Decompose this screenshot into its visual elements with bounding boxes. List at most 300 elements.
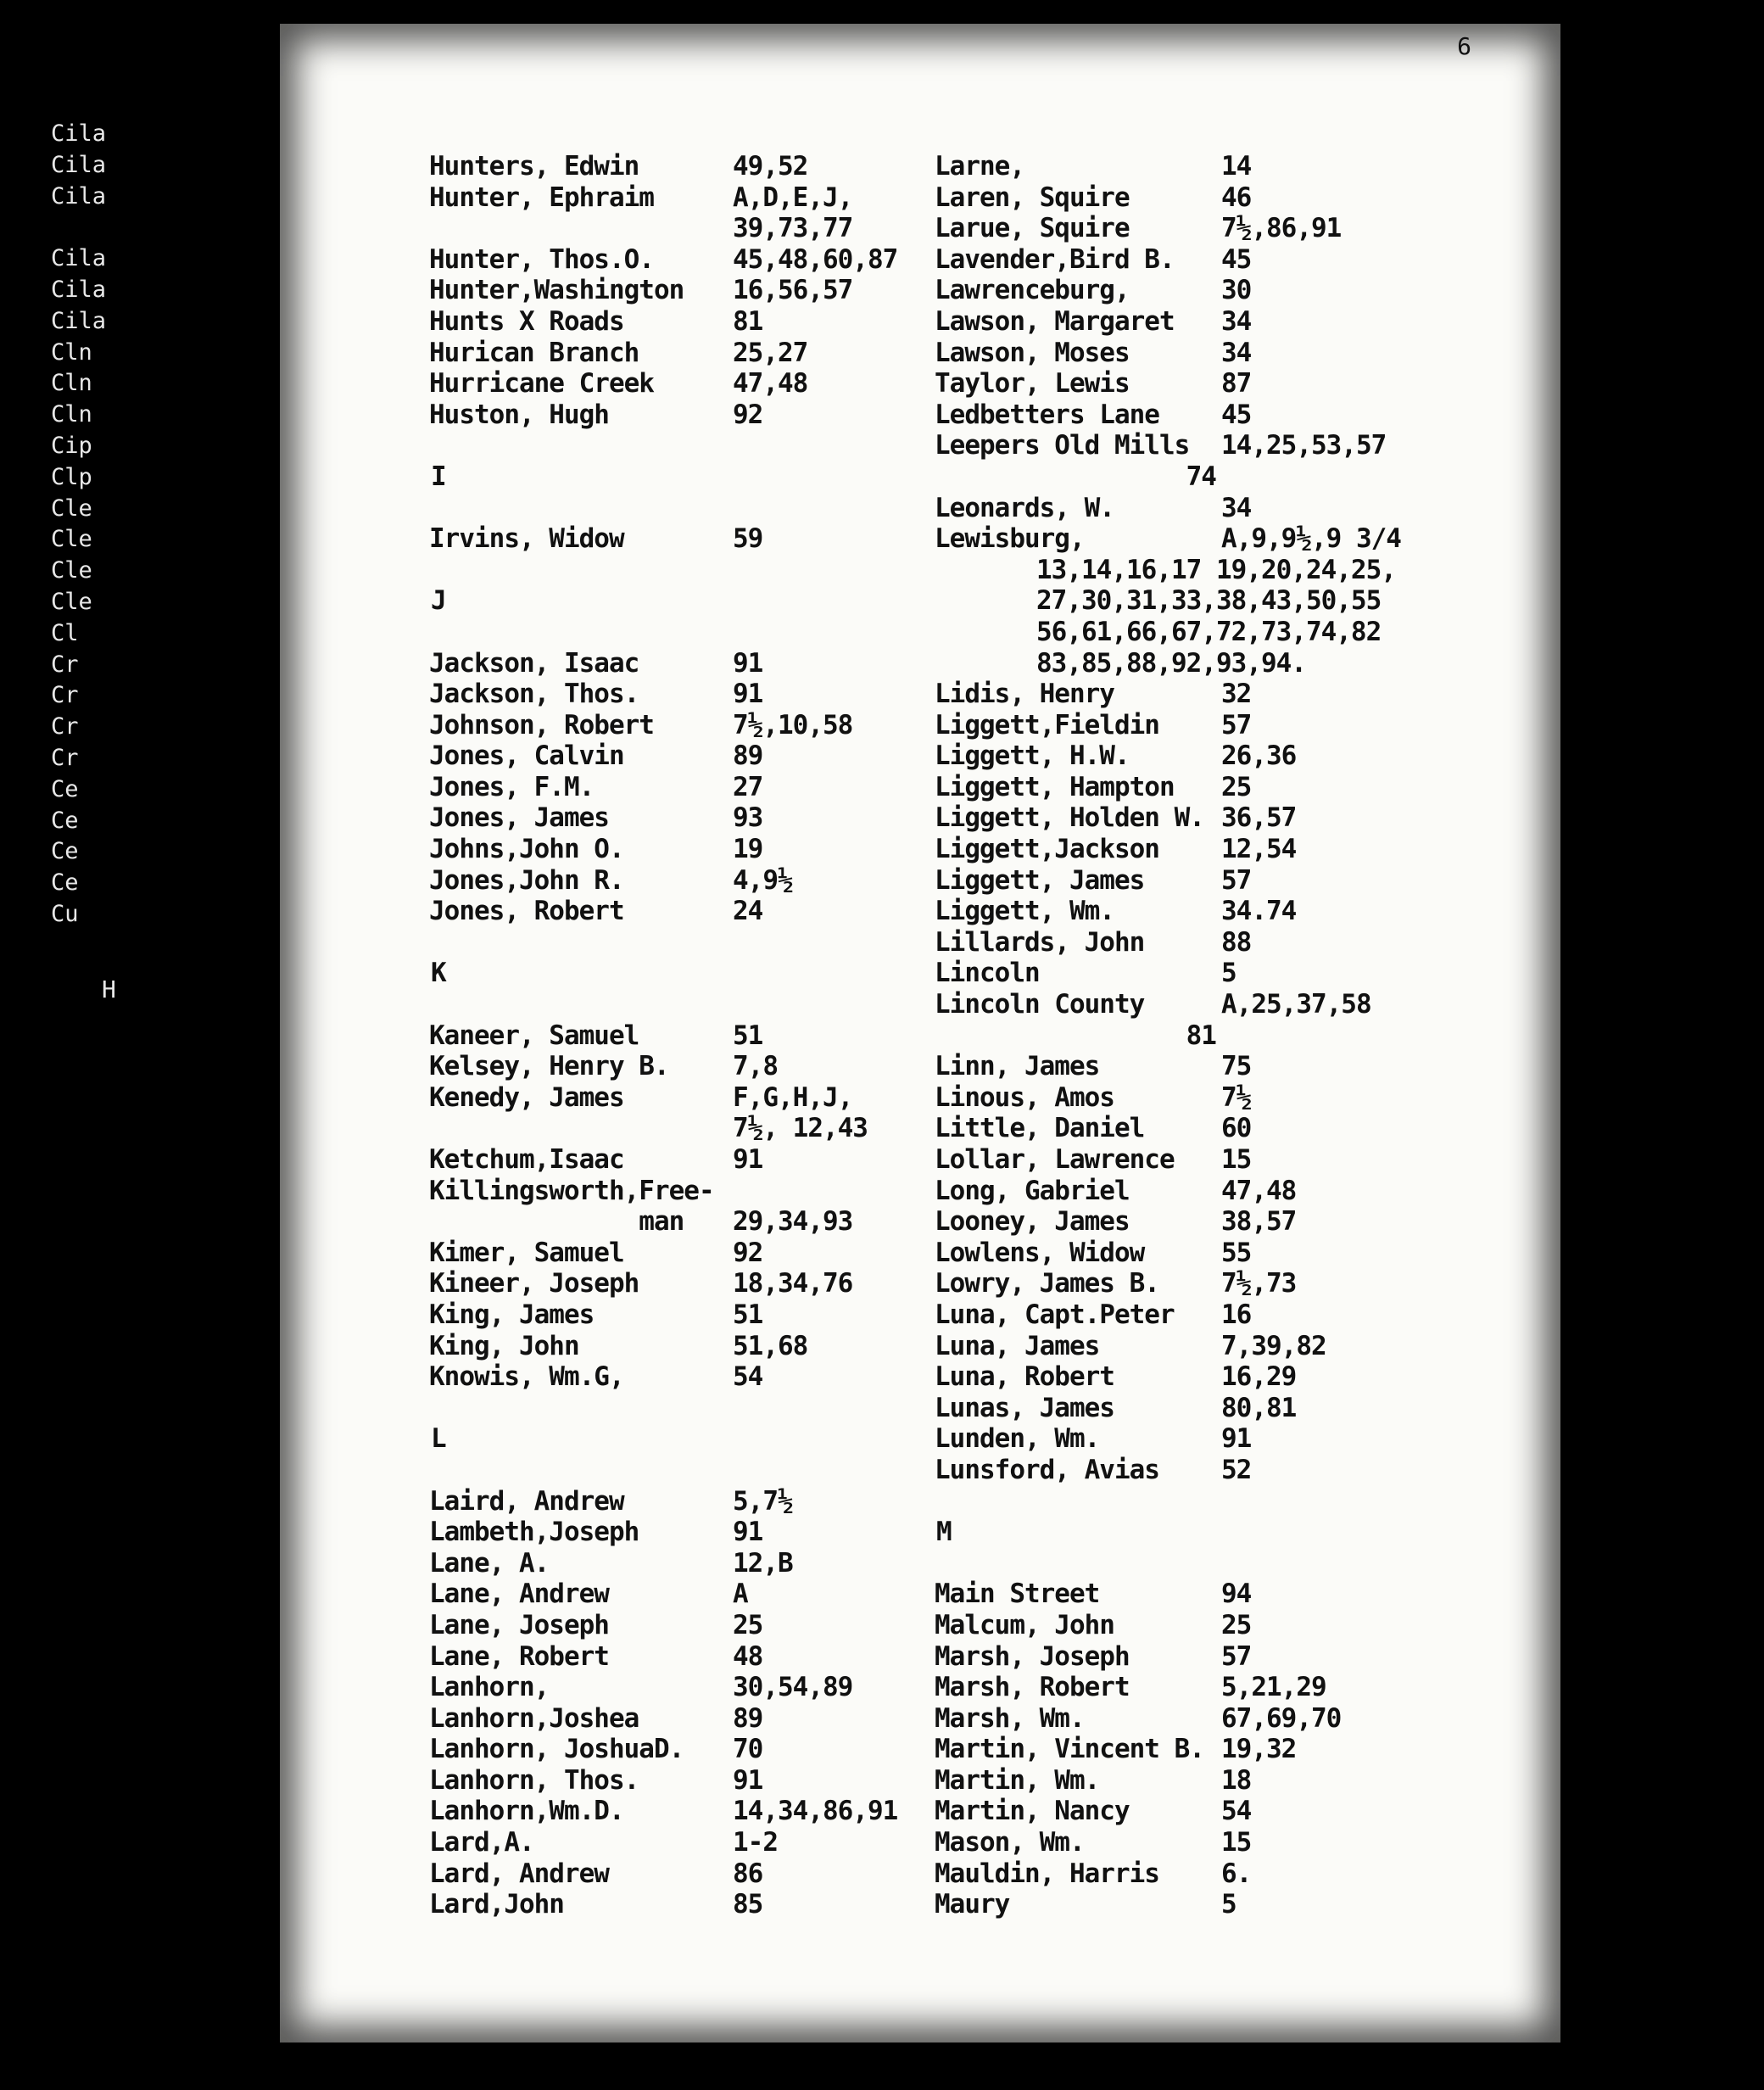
entry-name: Liggett, Holden W. (935, 802, 1204, 834)
entry-name: Lanhorn, Thos. (429, 1764, 639, 1796)
bleed-fragment: Cila (51, 120, 107, 147)
entry-name: Lunsford, Avias (935, 1454, 1159, 1485)
index-entry (429, 1082, 938, 1114)
bleed-fragment: Cln (51, 370, 92, 397)
entry-name: Marsh, Joseph (935, 1640, 1130, 1672)
entry-name: Lowlens, Widow (935, 1237, 1145, 1268)
index-entry (935, 1331, 1554, 1362)
page-references: 12,B (733, 1547, 793, 1579)
index-entry (935, 927, 1554, 958)
blank-line (429, 430, 938, 461)
index-entry (935, 430, 1554, 461)
page-references: 91 (1221, 1423, 1252, 1455)
index-entry (429, 1020, 938, 1052)
index-entry (429, 834, 938, 865)
entry-name: Lane, Robert (429, 1640, 609, 1672)
entry-name: Linn, James (935, 1051, 1100, 1082)
entry-name: Lidis, Henry (935, 679, 1114, 710)
section-letter (429, 1423, 938, 1455)
entry-name: Kimer, Samuel (429, 1237, 624, 1268)
page-references: 19,32 (1221, 1734, 1297, 1765)
page-references: 80,81 (1221, 1392, 1297, 1423)
bleed-fragment: Ce (51, 807, 79, 834)
page-references: 60 (1221, 1113, 1252, 1144)
page-references: 74 (1036, 461, 1216, 492)
index-continuation (429, 1113, 938, 1144)
index-entry (935, 1393, 1554, 1424)
entry-name: Marsh, Robert (935, 1672, 1130, 1703)
entry-name: Liggett,Fieldin (935, 709, 1159, 740)
page-references: 18,34,76 (733, 1268, 853, 1299)
bleed-fragment: Cr (51, 651, 79, 678)
page-references: 83,85,88,92,93,94. (1036, 647, 1306, 679)
page-references: 13,14,16,17 19,20,24,25, (1036, 554, 1396, 585)
entry-name: Marsh, Wm. (935, 1702, 1085, 1734)
page-references: 27 (733, 771, 763, 802)
page-references: 57 (1221, 864, 1252, 896)
bleed-fragment: Cr (51, 744, 79, 771)
index-entry (935, 1268, 1554, 1299)
entry-name: Huston, Hugh (429, 399, 609, 430)
index-entry (429, 1796, 938, 1827)
index-entry (935, 802, 1554, 834)
index-entry (429, 338, 938, 369)
entry-name: Lanhorn, JoshuaD. (429, 1734, 684, 1765)
index-entry (935, 1579, 1554, 1610)
entry-name: Leepers Old Mills (935, 430, 1190, 461)
page-references: 54 (733, 1361, 763, 1393)
index-entry (429, 1206, 938, 1238)
entry-name: Lollar, Lawrence (935, 1144, 1175, 1175)
index-entry (935, 368, 1554, 400)
entry-name: Lane, A. (429, 1547, 550, 1579)
entry-name: Jones,John R. (429, 864, 624, 896)
index-entry (935, 306, 1554, 338)
bleed-fragment: Cr (51, 682, 79, 709)
index-continuation (935, 617, 1554, 648)
index-continuation (429, 213, 938, 244)
index-entry (935, 896, 1554, 927)
entry-name: Jones, Calvin (429, 740, 624, 772)
entry-name: Hunter, Thos.O. (429, 243, 654, 275)
index-entry (429, 772, 938, 803)
page-references: 32 (1221, 679, 1252, 710)
index-entry (429, 523, 938, 555)
page-references: 25 (733, 1609, 763, 1640)
bleed-fragment: Cila (51, 182, 107, 210)
entry-name: Liggett, H.W. (935, 740, 1130, 772)
index-entry (429, 1765, 938, 1797)
page-references: 46 (1221, 182, 1252, 213)
bleed-fragment: Cila (51, 245, 107, 272)
blank-line (429, 617, 938, 648)
page-references: 16,56,57 (733, 275, 853, 306)
blank-line (429, 1393, 938, 1424)
page-references: 7,8 (733, 1051, 778, 1082)
page-references: 92 (733, 399, 763, 430)
page-references: F,G,H,J, (733, 1081, 853, 1113)
page-references: 14 (1221, 151, 1252, 182)
index-entry (429, 1641, 938, 1673)
index-entry (429, 400, 938, 431)
entry-name: Kaneer, Samuel (429, 1020, 639, 1051)
bleed-fragment: Cip (51, 432, 92, 459)
entry-name: King, James (429, 1299, 595, 1330)
bleed-fragment: Cle (51, 526, 92, 553)
page-references: 7½, 12,43 (733, 1113, 868, 1144)
entry-name: Knowis, Wm.G, (429, 1361, 624, 1393)
index-entry (935, 1641, 1554, 1673)
index-entry (935, 182, 1554, 214)
page-references: 89 (733, 1702, 763, 1734)
index-continuation (935, 648, 1554, 679)
section-letter (935, 1517, 1554, 1548)
index-entry (429, 306, 938, 338)
page-references: 30 (1221, 275, 1252, 306)
index-entry (935, 1455, 1554, 1486)
page-references: 24 (733, 896, 763, 927)
page-references: 59 (733, 523, 763, 555)
bleed-fragment: Cle (51, 495, 92, 522)
page-references: 70 (733, 1734, 763, 1765)
index-entry (935, 493, 1554, 524)
index-entry (429, 710, 938, 741)
entry-name: Ketchum,Isaac (429, 1144, 624, 1175)
entry-name: Lunas, James (935, 1392, 1114, 1423)
page-references: 25 (1221, 1609, 1252, 1640)
page-references: 75 (1221, 1051, 1252, 1082)
bleed-fragment (51, 212, 136, 243)
entry-name: Lillards, John (935, 926, 1145, 958)
index-entry (429, 1703, 938, 1735)
entry-name: Johns,John O. (429, 834, 624, 865)
index-continuation (935, 461, 1554, 493)
index-entry (935, 740, 1554, 772)
entry-name: Lard, Andrew (429, 1858, 609, 1889)
page-references: 7½ (1221, 1081, 1252, 1113)
index-entry (935, 710, 1554, 741)
blank-line (429, 927, 938, 958)
entry-name: Killingsworth,Free- (429, 1175, 714, 1206)
index-entry (935, 1858, 1554, 1890)
entry-name: Lanhorn,Wm.D. (429, 1796, 624, 1827)
entry-name: Liggett, Hampton (935, 771, 1175, 802)
index-entry (429, 896, 938, 927)
index-entry (935, 400, 1554, 431)
page-references: 30,54,89 (733, 1672, 853, 1703)
page-references: 92 (733, 1237, 763, 1268)
page-references: 45,48,60,87 (733, 243, 898, 275)
entry-name: Jackson, Isaac (429, 647, 639, 679)
index-entry (935, 958, 1554, 989)
entry-name: Larue, Squire (935, 213, 1130, 244)
entry-name: Lard,John (429, 1889, 564, 1920)
page-references: 7½,10,58 (733, 709, 853, 740)
index-page (280, 24, 1560, 2042)
index-entry (429, 368, 938, 400)
bleed-fragment: Clp (51, 463, 92, 490)
index-entry (935, 1361, 1554, 1393)
entry-name: Lard,A. (429, 1827, 534, 1858)
index-entry (935, 1206, 1554, 1238)
index-entry (935, 1827, 1554, 1858)
index-entry (935, 213, 1554, 244)
page-references: 91 (733, 1764, 763, 1796)
entry-name: Lane, Andrew (429, 1579, 609, 1610)
page-references: 89 (733, 740, 763, 772)
bleed-fragment: Cr (51, 713, 79, 740)
index-entry (935, 1703, 1554, 1735)
entry-name: Lawson, Margaret (935, 305, 1175, 337)
entry-name: Laren, Squire (935, 182, 1130, 213)
index-entry (429, 1486, 938, 1517)
entry-name: Maury (935, 1889, 1010, 1920)
index-column-right (935, 151, 1554, 1920)
bleed-fragment: Cila (51, 151, 107, 178)
page-references: 87 (1221, 368, 1252, 400)
bleed-fragment: Cle (51, 588, 92, 615)
entry-name: Malcum, John (935, 1609, 1114, 1640)
entry-name: Lincoln County (935, 989, 1145, 1020)
section-letter (429, 585, 938, 617)
entry-name: Hunter,Washington (429, 275, 684, 306)
index-entry (429, 740, 938, 772)
section-letter (429, 461, 938, 493)
index-entry (429, 182, 938, 214)
entry-name: Lawson, Moses (935, 337, 1130, 368)
blank-line (935, 1548, 1554, 1579)
page-references: 25 (1221, 771, 1252, 802)
entry-name: Lambeth,Joseph (429, 1517, 639, 1548)
index-entry (429, 648, 938, 679)
entry-name: Looney, James (935, 1206, 1130, 1238)
entry-name: Lewisburg, (935, 523, 1085, 555)
entry-name: Main Street (935, 1579, 1100, 1610)
page-references: 91 (733, 647, 763, 679)
index-entry (429, 151, 938, 182)
index-column-left (429, 151, 938, 1920)
bleed-fragment: Cl (51, 619, 79, 646)
entry-name: Lane, Joseph (429, 1609, 609, 1640)
page-references: 16,29 (1221, 1361, 1297, 1393)
entry-name: Lunden, Wm. (935, 1423, 1100, 1455)
index-entry (429, 802, 938, 834)
entry-name: Lanhorn,Joshea (429, 1702, 639, 1734)
page-references: 7½,73 (1221, 1268, 1297, 1299)
entry-name: Hunts X Roads (429, 305, 624, 337)
index-entry (429, 1051, 938, 1082)
page-references: 51 (733, 1020, 763, 1051)
page-references: 29,34,93 (733, 1206, 853, 1238)
index-entry (935, 989, 1554, 1020)
index-continuation (935, 1020, 1554, 1052)
page-references: 12,54 (1221, 834, 1297, 865)
page-references: 86 (733, 1858, 763, 1889)
page-references: 94 (1221, 1579, 1252, 1610)
page-references: 26,36 (1221, 740, 1297, 772)
entry-name: Mauldin, Harris (935, 1858, 1159, 1889)
entry-name: Jones, James (429, 802, 609, 834)
index-entry (935, 772, 1554, 803)
page-references: 54 (1221, 1796, 1252, 1827)
index-entry (935, 1734, 1554, 1765)
entry-name: King, John (429, 1330, 579, 1361)
page-references: A,9,9½,9 3/4 (1221, 523, 1401, 555)
section-letter-label: K (431, 958, 446, 989)
page-references: 15 (1221, 1827, 1252, 1858)
page-references: 52 (1221, 1454, 1252, 1485)
index-entry (429, 1238, 938, 1269)
page-references: 1-2 (733, 1827, 778, 1858)
index-entry (935, 679, 1554, 710)
index-entry (935, 865, 1554, 897)
index-entry (935, 244, 1554, 276)
index-entry (935, 275, 1554, 306)
entry-name: Hurican Branch (429, 337, 639, 368)
index-entry (429, 1858, 938, 1890)
page-references: 7½,86,91 (1221, 213, 1342, 244)
entry-name: Long, Gabriel (935, 1175, 1130, 1206)
page-references: 57 (1221, 709, 1252, 740)
page-references: 91 (733, 1517, 763, 1548)
index-entry (429, 1517, 938, 1548)
page-references: 85 (733, 1889, 763, 1920)
page-references: 57 (1221, 1640, 1252, 1672)
page-number: 6 (1457, 32, 1471, 60)
page-references: 93 (733, 802, 763, 834)
page-references: 34.74 (1221, 896, 1297, 927)
index-entry (429, 1299, 938, 1331)
index-entry (935, 1796, 1554, 1827)
index-entry (429, 1361, 938, 1393)
bleed-fragment: Cln (51, 338, 92, 366)
index-entry (935, 1176, 1554, 1207)
page-references: 81 (1036, 1020, 1216, 1051)
index-entry (935, 1082, 1554, 1114)
index-entry (935, 834, 1554, 865)
entry-name: Lanhorn, (429, 1672, 550, 1703)
index-entry (935, 1889, 1554, 1920)
entry-name: Laird, Andrew (429, 1485, 624, 1517)
page-references: 45 (1221, 243, 1252, 275)
section-letter-label: J (431, 585, 446, 617)
index-entry (429, 1889, 938, 1920)
page-references: 14,25,53,57 (1221, 430, 1387, 461)
section-letter-label: M (936, 1517, 952, 1548)
blank-line (429, 1455, 938, 1486)
entry-name: Kelsey, Henry B. (429, 1051, 669, 1082)
page-references: 51,68 (733, 1330, 808, 1361)
index-entry (935, 1423, 1554, 1455)
index-entry (429, 1268, 938, 1299)
page-references: 45 (1221, 399, 1252, 430)
index-entry (935, 338, 1554, 369)
page-references: 14,34,86,91 (733, 1796, 898, 1827)
entry-name: Lawrenceburg, (935, 275, 1130, 306)
index-entry (429, 865, 938, 897)
entry-name: Jackson, Thos. (429, 679, 639, 710)
entry-name: Luna, James (935, 1330, 1100, 1361)
page-references: 34 (1221, 492, 1252, 523)
index-entry (429, 1176, 938, 1207)
adjacent-page-bleed (51, 119, 136, 1900)
entry-name: Little, Daniel (935, 1113, 1145, 1144)
index-entry (429, 1579, 938, 1610)
page-references: 88 (1221, 926, 1252, 958)
bleed-fragment: Cle (51, 557, 92, 584)
page-references: 39,73,77 (733, 213, 853, 244)
page-references: 4,9½ (733, 864, 793, 896)
entry-name: Kenedy, James (429, 1081, 624, 1113)
entry-name: Ledbetters Lane (935, 399, 1159, 430)
page-references: 81 (733, 305, 763, 337)
page-references: 5 (1221, 958, 1236, 989)
entry-name: Luna, Robert (935, 1361, 1114, 1393)
page-references: 51 (733, 1299, 763, 1330)
page-references: 15 (1221, 1144, 1252, 1175)
bleed-fragment: Cila (51, 276, 107, 303)
page-references: 34 (1221, 337, 1252, 368)
page-references: 67,69,70 (1221, 1702, 1342, 1734)
index-entry (429, 1734, 938, 1765)
index-entry (935, 1238, 1554, 1269)
entry-name: Kineer, Joseph (429, 1268, 639, 1299)
blank-line (429, 555, 938, 586)
page-references: A,D,E,J, (733, 182, 853, 213)
page-references: 91 (733, 679, 763, 710)
bleed-fragment: Cln (51, 401, 92, 428)
entry-name: Hunters, Edwin (429, 151, 639, 182)
index-entry (429, 1827, 938, 1858)
page-references: 34 (1221, 305, 1252, 337)
section-letter-label: I (431, 461, 446, 492)
entry-name: Martin, Vincent B. (935, 1734, 1204, 1765)
index-entry (429, 679, 938, 710)
page-references: A,25,37,58 (1221, 989, 1371, 1020)
page-references: 7,39,82 (1221, 1330, 1326, 1361)
entry-name: Larne, (935, 151, 1024, 182)
index-entry (429, 1331, 938, 1362)
entry-name: Leonards, W. (935, 492, 1114, 523)
page-references: 16 (1221, 1299, 1252, 1330)
index-continuation (935, 555, 1554, 586)
blank-line (429, 493, 938, 524)
index-entry (935, 151, 1554, 182)
entry-name: Liggett, Wm. (935, 896, 1114, 927)
entry-name: Liggett, James (935, 864, 1145, 896)
index-entry (935, 1144, 1554, 1176)
page-references: 27,30,31,33,38,43,50,55 (1036, 585, 1382, 617)
page-references: 91 (733, 1144, 763, 1175)
page-references: 5 (1221, 1889, 1236, 1920)
index-entry (935, 1051, 1554, 1082)
entry-name: Jones, F.M. (429, 771, 595, 802)
bleed-fragment: Ce (51, 838, 79, 865)
page-references: 6. (1221, 1858, 1252, 1889)
page-references: A (733, 1579, 748, 1610)
page-references: 47,48 (1221, 1175, 1297, 1206)
entry-name: Liggett,Jackson (935, 834, 1159, 865)
entry-name: Hurricane Creek (429, 368, 654, 400)
bleed-fragment: Cila (51, 307, 107, 334)
index-entry (429, 1144, 938, 1176)
bleed-fragment: Cu (51, 900, 79, 927)
bleed-fragment: Ce (51, 775, 79, 802)
index-continuation (935, 585, 1554, 617)
entry-name: Mason, Wm. (935, 1827, 1085, 1858)
entry-name: Jones, Robert (429, 896, 624, 927)
entry-name: Taylor, Lewis (935, 368, 1130, 400)
